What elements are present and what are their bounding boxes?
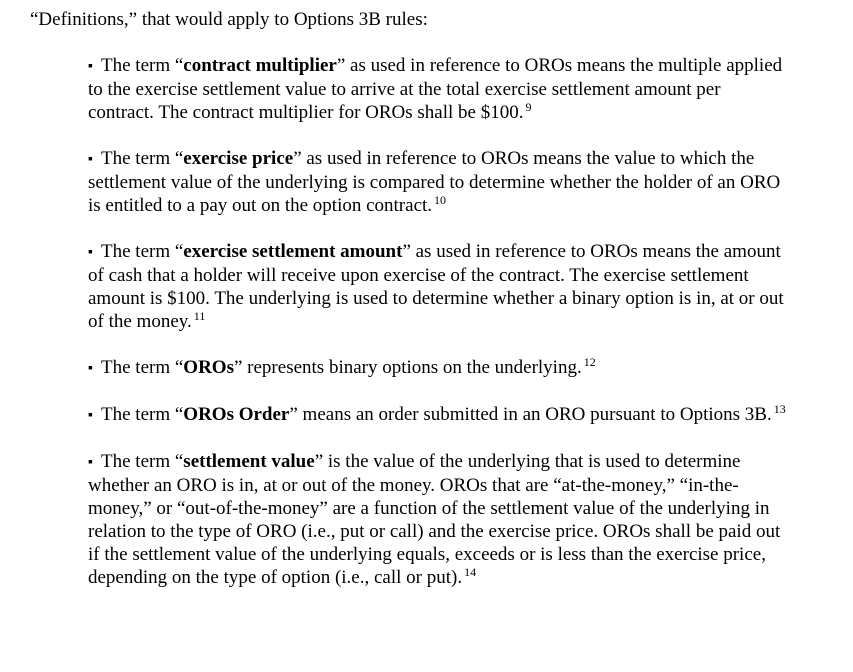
footnote-ref[interactable]: 9 <box>525 100 532 114</box>
definition-lead: The term “ <box>101 241 184 262</box>
footnote-ref[interactable]: 12 <box>583 355 596 369</box>
definition-lead: The term “ <box>101 55 184 76</box>
definition-term: contract multiplier <box>183 55 337 76</box>
definition-paragraph <box>88 54 788 124</box>
definition-body: ” as used in reference to OROs means the value to which the settlement value of the underlying is compared to determine whether the holder of an ORO is entitled to a pay out on the option contract. <box>88 148 781 216</box>
definition-lead: The term “ <box>101 404 184 425</box>
footnote-ref[interactable]: 10 <box>434 193 447 207</box>
definition-body: ” represents binary options on the underlying. <box>233 357 582 378</box>
definition-paragraph <box>88 356 788 380</box>
bullet-icon: ▪ <box>88 408 93 423</box>
definition-term: settlement value <box>183 451 315 472</box>
definition-paragraph <box>88 403 788 427</box>
bullet-icon: ▪ <box>88 455 93 470</box>
definition-body: ” is the value of the underlying that is used to determine whether an ORO is in, at or out of the money. OROs that are “at-the-money,” “in-the-money,” or “out-of-the-money” are a function of the settlement value of the underlying in relation to the type of ORO (i.e., put or call) and the exercise price. OROs shall be paid out if the settlement value of the underlying equals, exceeds or is less than the exercise price, depending on the type of option (i.e., call or put). <box>88 451 781 588</box>
bullet-icon: ▪ <box>88 245 93 260</box>
bullet-icon: ▪ <box>88 361 93 376</box>
definition-term: exercise settlement amount <box>183 241 403 262</box>
definition-body: ” means an order submitted in an ORO pursuant to Options 3B. <box>289 404 772 425</box>
footnote-ref[interactable]: 13 <box>773 402 786 416</box>
definition-body: ” as used in reference to OROs means the amount of cash that a holder will receive upon exercise of the contract. The exercise settlement amount is $100. The underlying is used to determine whether a binary option is in, at or out of the money. <box>88 241 784 332</box>
footnote-ref[interactable]: 14 <box>464 565 477 579</box>
definition-lead: The term “ <box>101 357 184 378</box>
footnote-ref[interactable]: 11 <box>193 309 206 323</box>
definition-lead: The term “ <box>101 148 184 169</box>
definitions-list <box>30 54 823 589</box>
bullet-icon: ▪ <box>88 152 93 167</box>
definition-term: OROs Order <box>183 404 290 425</box>
definition-paragraph <box>88 147 788 217</box>
definition-lead: The term “ <box>101 451 184 472</box>
definition-paragraph <box>88 450 788 589</box>
bullet-icon: ▪ <box>88 59 93 74</box>
definition-body: ” as used in reference to OROs means the multiple applied to the exercise settlement value to arrive at the total exercise settlement amount per contract. The contract multiplier for OROs shall be $100. <box>88 55 783 123</box>
definition-term: OROs <box>183 357 234 378</box>
definition-term: exercise price <box>183 148 294 169</box>
definition-paragraph <box>88 240 788 333</box>
intro-paragraph: “Definitions,” that would apply to Options 3B rules: <box>30 9 428 30</box>
